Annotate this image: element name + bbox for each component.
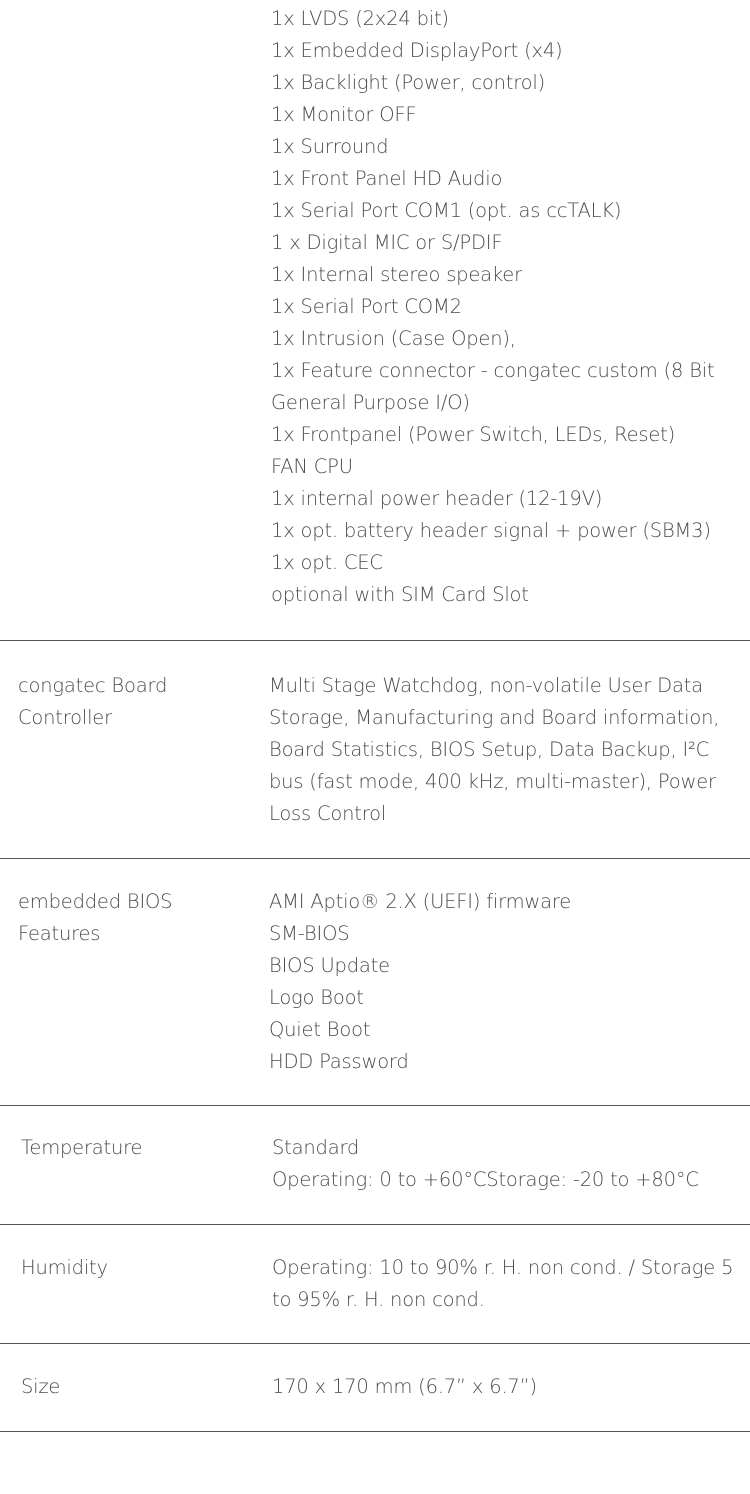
label-line: Controller xyxy=(18,706,112,729)
bios-feature: SM-BIOS xyxy=(269,922,350,945)
interface-item: 1x Internal stereo speaker xyxy=(271,263,522,286)
spec-value-board-controller xyxy=(269,670,739,830)
interface-item: 1x Frontpanel (Power Switch, LEDs, Reset) xyxy=(271,423,676,446)
temperature-line: Standard xyxy=(272,1136,360,1159)
label-line: embedded BIOS xyxy=(18,890,173,913)
spec-row-size xyxy=(0,1344,750,1432)
bios-feature: HDD Password xyxy=(269,1050,409,1073)
spec-row-interfaces xyxy=(0,0,750,641)
spec-value-size xyxy=(272,1371,742,1403)
interface-item: optional with SIM Card Slot xyxy=(271,583,529,606)
spec-row-bios xyxy=(0,859,750,1106)
interface-item: 1 x Digital MIC or S/PDIF xyxy=(271,231,503,254)
interface-item: 1x Intrusion (Case Open), xyxy=(271,327,516,350)
interface-item: FAN CPU xyxy=(271,455,353,478)
interface-item: 1x Serial Port COM2 xyxy=(271,295,462,318)
bios-feature: Logo Boot xyxy=(269,986,364,1009)
label-line: Humidity xyxy=(21,1256,108,1279)
spec-row-temperature xyxy=(0,1106,750,1225)
interface-item: 1x Monitor OFF xyxy=(271,103,417,126)
spec-label-bios xyxy=(18,886,238,950)
interface-item: 1x Serial Port COM1 (opt. as ccTALK) xyxy=(271,199,622,222)
label-line: Features xyxy=(18,922,101,945)
interface-item: 1x Embedded DisplayPort (x4) xyxy=(271,39,563,62)
interface-item: 1x Surround xyxy=(271,135,389,158)
interface-item: 1x opt. battery header signal + power (SBM3) xyxy=(271,519,711,542)
interface-item: 1x LVDS (2x24 bit) xyxy=(271,7,449,30)
temperature-line: Operating: 0 to +60°CStorage: -20 to +80°C xyxy=(272,1168,699,1191)
spec-label-board-controller xyxy=(18,670,238,734)
interface-item: 1x Backlight (Power, control) xyxy=(271,71,545,94)
spec-value-bios xyxy=(269,886,739,1078)
spec-value-interfaces xyxy=(271,3,741,611)
spec-row-humidity xyxy=(0,1225,750,1344)
size-text: 170 x 170 mm (6.7” x 6.7”) xyxy=(272,1375,537,1398)
label-line: Temperature xyxy=(21,1136,143,1159)
board-controller-text: Multi Stage Watchdog, non-volatile User Data Storage, Manufacturing and Board information, Board Statistics, BIOS Setup, Data Backup, I²C bus (fast mode, 400 kHz, multi-master), Power Loss Control xyxy=(269,674,720,825)
spec-value-temperature xyxy=(272,1132,742,1196)
bios-feature: Quiet Boot xyxy=(269,1018,371,1041)
interface-item: 1x opt. CEC xyxy=(271,551,383,574)
interface-item: 1x Feature connector - congatec custom (8 Bit General Purpose I/O) xyxy=(271,359,715,414)
humidity-text: Operating: 10 to 90% r. H. non cond. / Storage 5 to 95% r. H. non cond. xyxy=(272,1256,734,1311)
spec-label-temperature xyxy=(21,1132,241,1164)
bios-feature: BIOS Update xyxy=(269,954,390,977)
bios-feature: AMI Aptio® 2.X (UEFI) firmware xyxy=(269,890,572,913)
interface-item: 1x internal power header (12-19V) xyxy=(271,487,603,510)
interface-item: 1x Front Panel HD Audio xyxy=(271,167,503,190)
spec-row-board-controller xyxy=(0,641,750,859)
spec-value-humidity xyxy=(272,1252,742,1316)
spec-label-size xyxy=(21,1371,241,1403)
spec-label-humidity xyxy=(21,1252,241,1284)
label-line: Size xyxy=(21,1375,61,1398)
label-line: congatec Board xyxy=(18,674,168,697)
